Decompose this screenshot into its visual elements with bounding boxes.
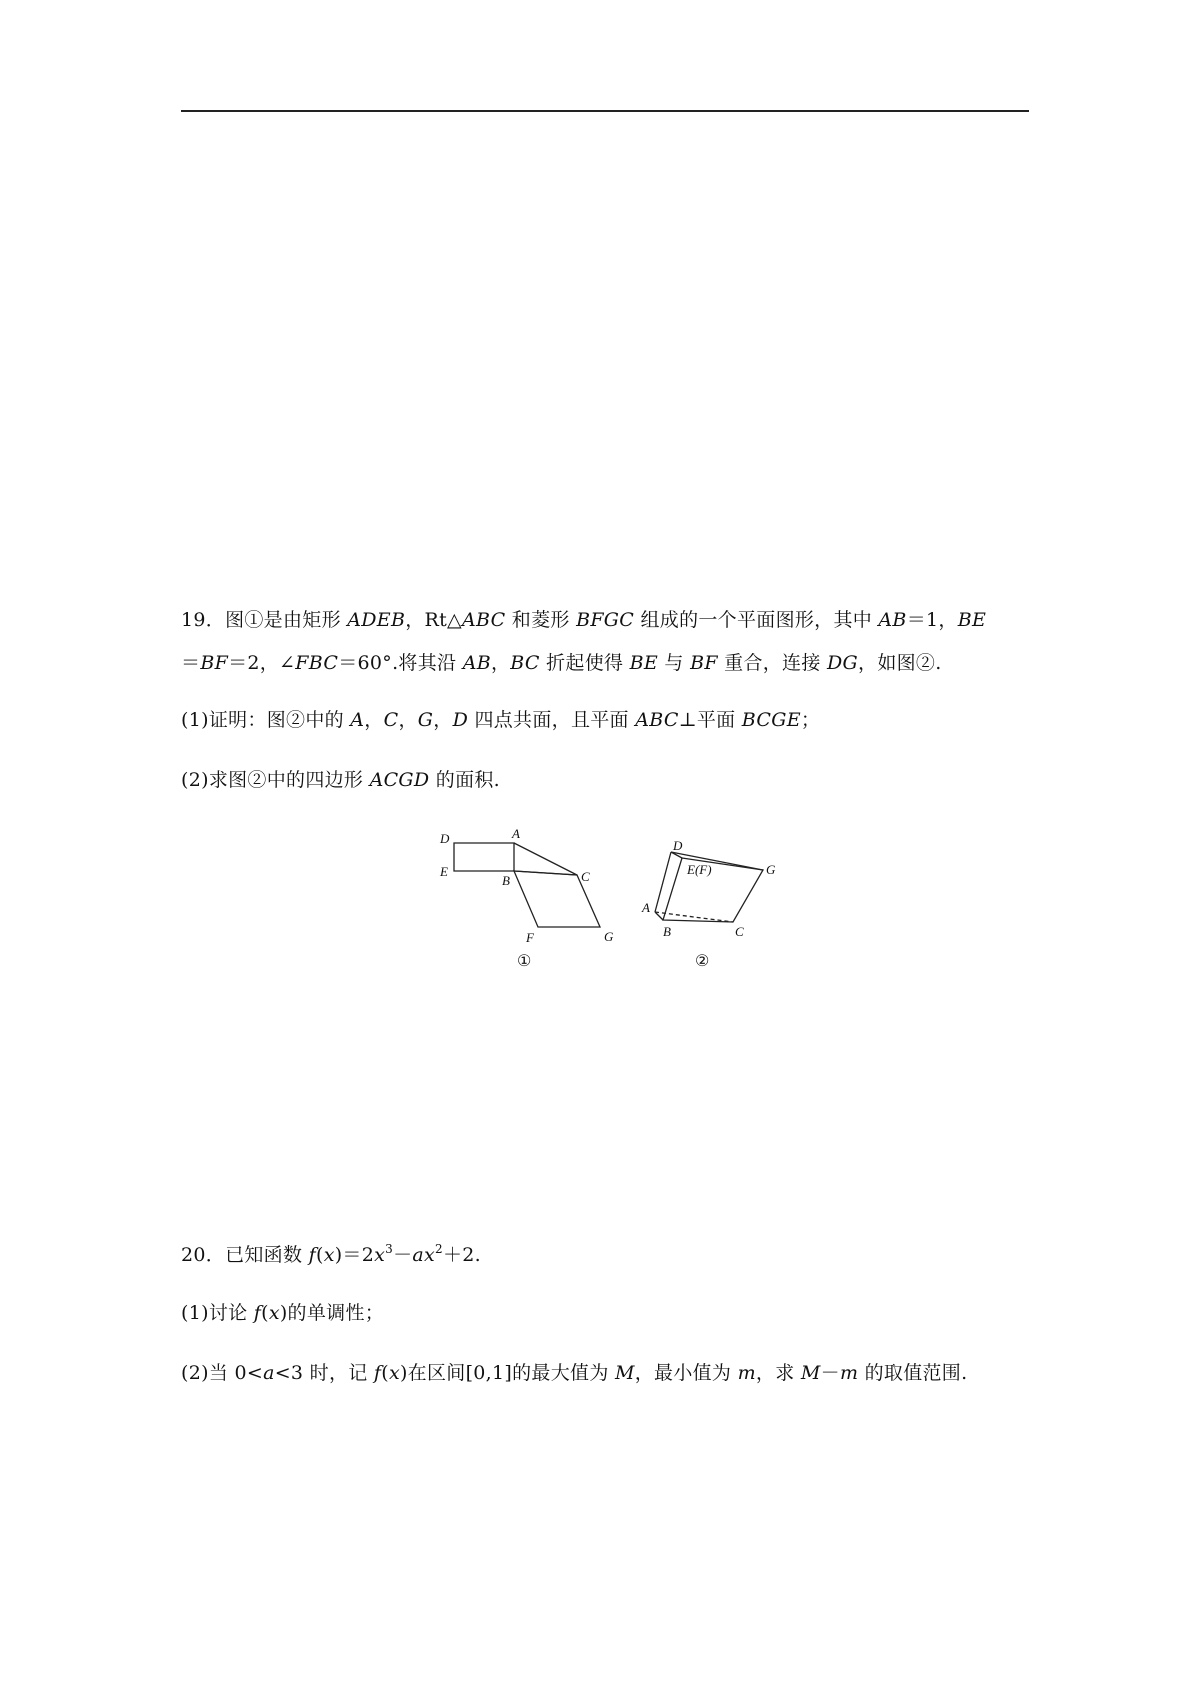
text: 折起使得 bbox=[539, 652, 630, 674]
text: ＝1， bbox=[906, 609, 958, 631]
label-C: C bbox=[735, 924, 744, 939]
text: 图①是由矩形 bbox=[225, 609, 348, 631]
figure-2-drawing bbox=[635, 840, 795, 940]
label-C: C bbox=[581, 869, 590, 884]
label-B: B bbox=[663, 924, 671, 939]
text: ( bbox=[315, 1244, 324, 1266]
math-var: BCGE bbox=[741, 709, 801, 731]
math-var: f bbox=[308, 1244, 316, 1266]
math-var: BF bbox=[690, 652, 718, 674]
text: (1)讨论 bbox=[181, 1302, 254, 1324]
math-var: x bbox=[388, 1362, 400, 1384]
text: )的单调性； bbox=[279, 1302, 385, 1324]
math-var: BF bbox=[200, 652, 229, 674]
edge-DG bbox=[671, 852, 763, 870]
math-var: M bbox=[800, 1362, 821, 1384]
math-var: BFGC bbox=[576, 609, 635, 631]
text: 已知函数 bbox=[225, 1244, 309, 1266]
exponent: 2 bbox=[435, 1242, 443, 1256]
text: (2)当 0< bbox=[181, 1362, 264, 1384]
math-var: ADEB bbox=[347, 609, 406, 631]
math-var: FBC bbox=[295, 652, 339, 674]
q19-line-2 bbox=[181, 648, 942, 675]
math-var: M bbox=[614, 1362, 635, 1384]
math-var: ABC bbox=[461, 609, 506, 631]
text: )在区间[0,1]的最大值为 bbox=[399, 1362, 615, 1384]
figure-1-drawing bbox=[430, 825, 630, 945]
text: 的取值范围. bbox=[858, 1362, 968, 1384]
text: ，如图②. bbox=[858, 652, 942, 674]
math-var: A bbox=[350, 709, 365, 731]
text: )＝2 bbox=[334, 1244, 375, 1266]
text: ＋2. bbox=[442, 1244, 481, 1266]
label-G: G bbox=[766, 862, 776, 877]
math-var: AB bbox=[462, 652, 491, 674]
math-var: AB bbox=[878, 609, 907, 631]
text: 组成的一个平面图形，其中 bbox=[634, 609, 879, 631]
q20-part-1 bbox=[181, 1298, 384, 1325]
q19-line-1 bbox=[181, 605, 986, 632]
math-var: ACGD bbox=[369, 769, 430, 791]
figure-1-caption: ① bbox=[517, 951, 532, 970]
text: ＝2，∠ bbox=[228, 652, 296, 674]
math-var: BE bbox=[629, 652, 659, 674]
math-var: D bbox=[452, 709, 469, 731]
figure-1 bbox=[430, 825, 630, 949]
q20-part-2 bbox=[181, 1358, 967, 1385]
text: ， bbox=[398, 709, 418, 731]
text: (1)证明：图②中的 bbox=[181, 709, 351, 731]
math-var: ax bbox=[412, 1244, 436, 1266]
label-F: F bbox=[526, 930, 534, 945]
math-var: BC bbox=[510, 652, 540, 674]
text: ＝ bbox=[181, 652, 201, 674]
math-var: DG bbox=[827, 652, 859, 674]
text: ( bbox=[261, 1302, 269, 1324]
text: － bbox=[820, 1362, 840, 1384]
math-var: x bbox=[268, 1302, 280, 1324]
math-var: m bbox=[839, 1362, 859, 1384]
text: ＝60°.将其沿 bbox=[338, 652, 463, 674]
triangle-ABC bbox=[514, 843, 577, 875]
text: 和菱形 bbox=[505, 609, 577, 631]
text: 四点共面，且平面 bbox=[468, 709, 636, 731]
math-var: x bbox=[374, 1244, 386, 1266]
header-rule bbox=[181, 110, 1029, 112]
q20-number: 20． bbox=[181, 1244, 226, 1266]
exponent: 3 bbox=[385, 1242, 394, 1256]
math-var: G bbox=[417, 709, 434, 731]
math-var: ABC bbox=[635, 709, 679, 731]
text: ， bbox=[364, 709, 384, 731]
text: ； bbox=[800, 709, 821, 731]
math-var: f bbox=[253, 1302, 262, 1324]
text: ，求 bbox=[755, 1362, 801, 1384]
math-var: f bbox=[373, 1362, 382, 1384]
q19-part-2 bbox=[181, 765, 500, 792]
text: 与 bbox=[658, 652, 691, 674]
q20-line-1 bbox=[181, 1240, 481, 1267]
text: ，最小值为 bbox=[634, 1362, 738, 1384]
text: ⊥平面 bbox=[678, 709, 742, 731]
figure-2 bbox=[635, 840, 795, 944]
text: <3 时，记 bbox=[274, 1362, 374, 1384]
text: ， bbox=[433, 709, 453, 731]
text: ( bbox=[381, 1362, 389, 1384]
rectangle-ADEB bbox=[454, 843, 514, 871]
q19-number: 19． bbox=[181, 609, 226, 631]
math-var: a bbox=[263, 1362, 275, 1384]
label-A: A bbox=[642, 900, 650, 915]
label-A: A bbox=[512, 826, 520, 841]
math-var: C bbox=[383, 709, 399, 731]
text: 的面积. bbox=[429, 769, 501, 791]
label-EF: E(F) bbox=[687, 862, 712, 877]
text: (2)求图②中的四边形 bbox=[181, 769, 370, 791]
text: ，Rt△ bbox=[405, 609, 462, 631]
text: ， bbox=[490, 652, 511, 674]
text: 重合，连接 bbox=[717, 652, 827, 674]
label-G: G bbox=[604, 929, 614, 944]
math-var: x bbox=[323, 1244, 335, 1266]
text: － bbox=[393, 1244, 413, 1266]
math-var: m bbox=[737, 1362, 756, 1384]
label-B: B bbox=[502, 873, 510, 888]
edge-AB bbox=[655, 912, 663, 920]
figure-2-caption: ② bbox=[695, 951, 710, 970]
q19-part-1 bbox=[181, 705, 820, 732]
label-D: D bbox=[440, 831, 450, 846]
label-D: D bbox=[673, 840, 683, 853]
label-E: E bbox=[440, 864, 448, 879]
math-var: BE bbox=[957, 609, 987, 631]
